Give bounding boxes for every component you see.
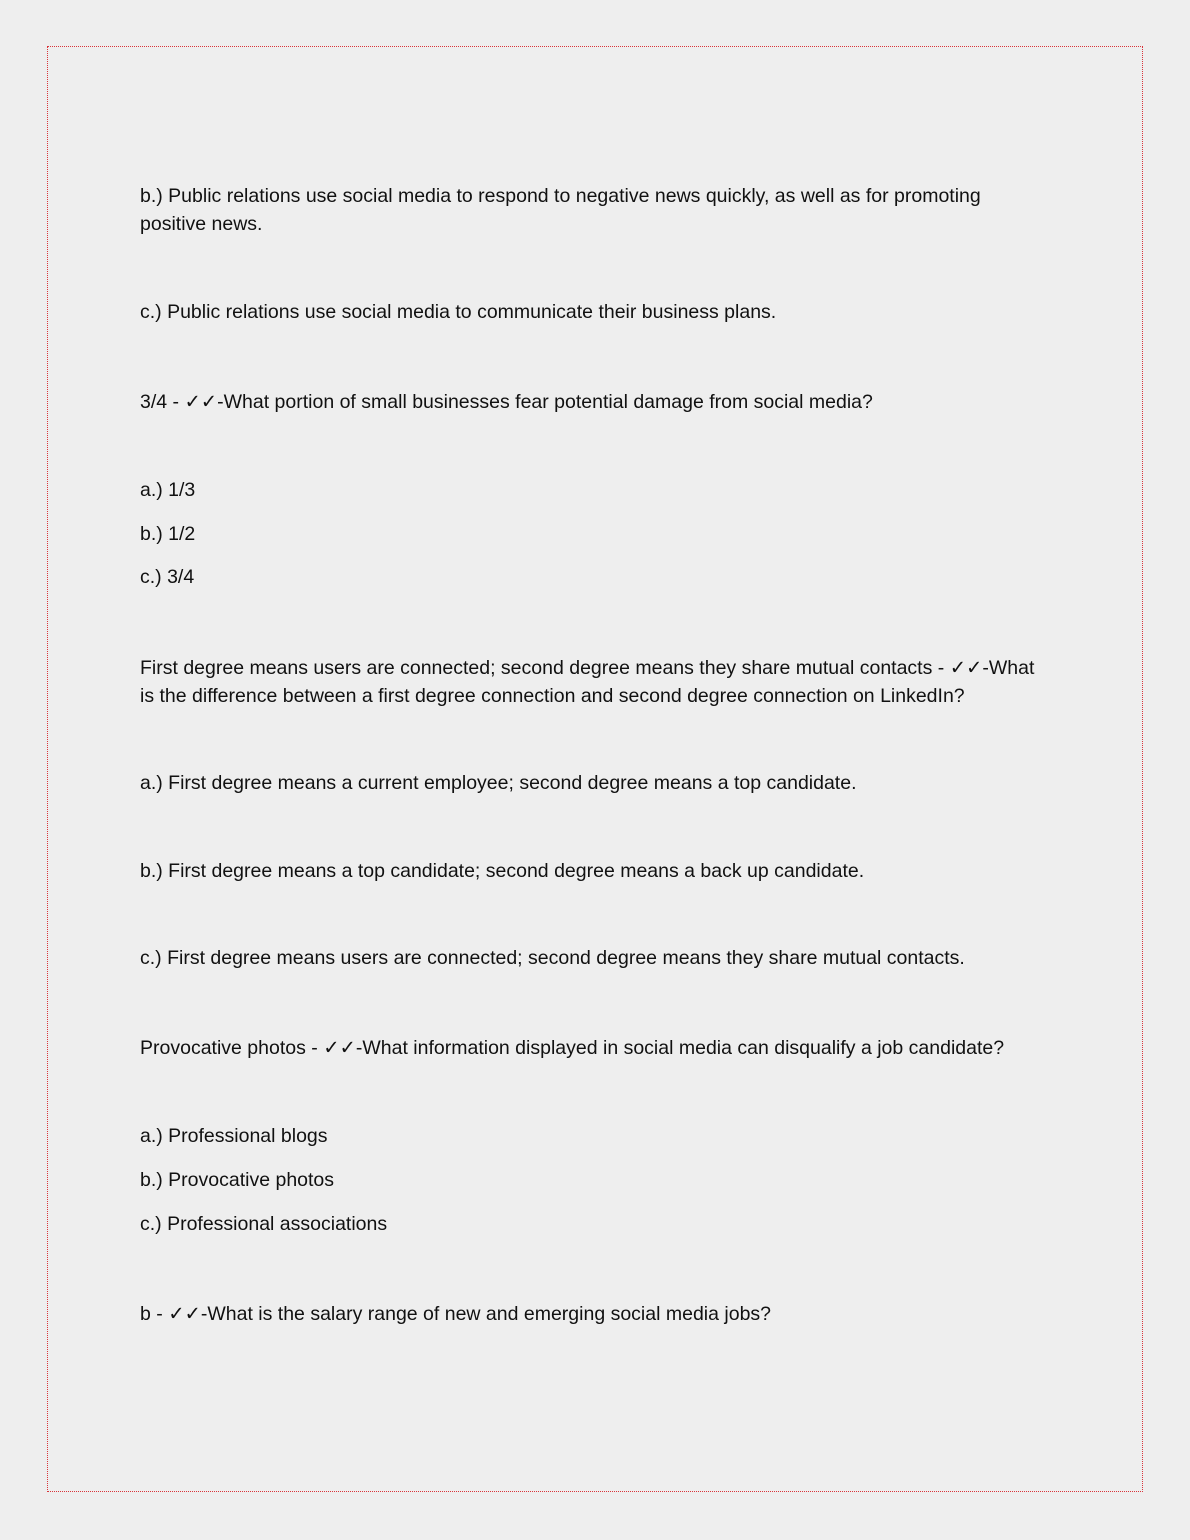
question-text: -What is the salary range of new and emerging social media jobs?	[200, 1303, 772, 1325]
answer-text: Provocative photos -	[140, 1037, 324, 1059]
option-a-linkedin: a.) First degree means a current employee; second degree means a top candidate.	[140, 772, 857, 794]
option-c-linkedin: c.) First degree means users are connected; second degree means they share mutual contacts.	[140, 947, 965, 969]
question-text: -What information displayed in social media can disqualify a job candidate?	[355, 1037, 1005, 1059]
question-text: -What is the difference between a first degree connection and second degree connection on LinkedIn?	[140, 657, 1035, 707]
question-disqualify-candidate	[140, 1034, 1040, 1062]
option-b-provocative-photos: b.) Provocative photos	[140, 1169, 335, 1191]
option-a-one-third: a.) 1/3	[140, 479, 196, 501]
double-check-icon: ✓✓	[168, 1302, 201, 1325]
option-a-professional-blogs: a.) Professional blogs	[140, 1125, 328, 1147]
double-check-icon: ✓✓	[949, 656, 983, 679]
question-small-business-fear	[140, 388, 1040, 416]
answer-text: First degree means users are connected; second degree means they share mutual contacts -	[140, 657, 950, 679]
option-c-professional-associations: c.) Professional associations	[140, 1213, 388, 1235]
question-linkedin-degrees	[140, 654, 1040, 710]
question-text: -What portion of small businesses fear potential damage from social media?	[217, 391, 873, 413]
double-check-icon: ✓✓	[184, 390, 218, 413]
answer-text: b -	[140, 1303, 169, 1325]
option-c-three-quarters: c.) 3/4	[140, 566, 195, 588]
option-b-one-half: b.) 1/2	[140, 523, 196, 545]
answer-text: 3/4 -	[140, 391, 185, 413]
question-salary-range	[140, 1300, 1040, 1328]
option-c-public-relations: c.) Public relations use social media to communicate their business plans.	[140, 301, 777, 323]
option-b-linkedin: b.) First degree means a top candidate; second degree means a back up candidate.	[140, 860, 865, 882]
double-check-icon: ✓✓	[323, 1036, 356, 1059]
option-b-public-relations: b.) Public relations use social media to respond to negative news quickly, as well as for promoting positive news.	[140, 185, 981, 235]
